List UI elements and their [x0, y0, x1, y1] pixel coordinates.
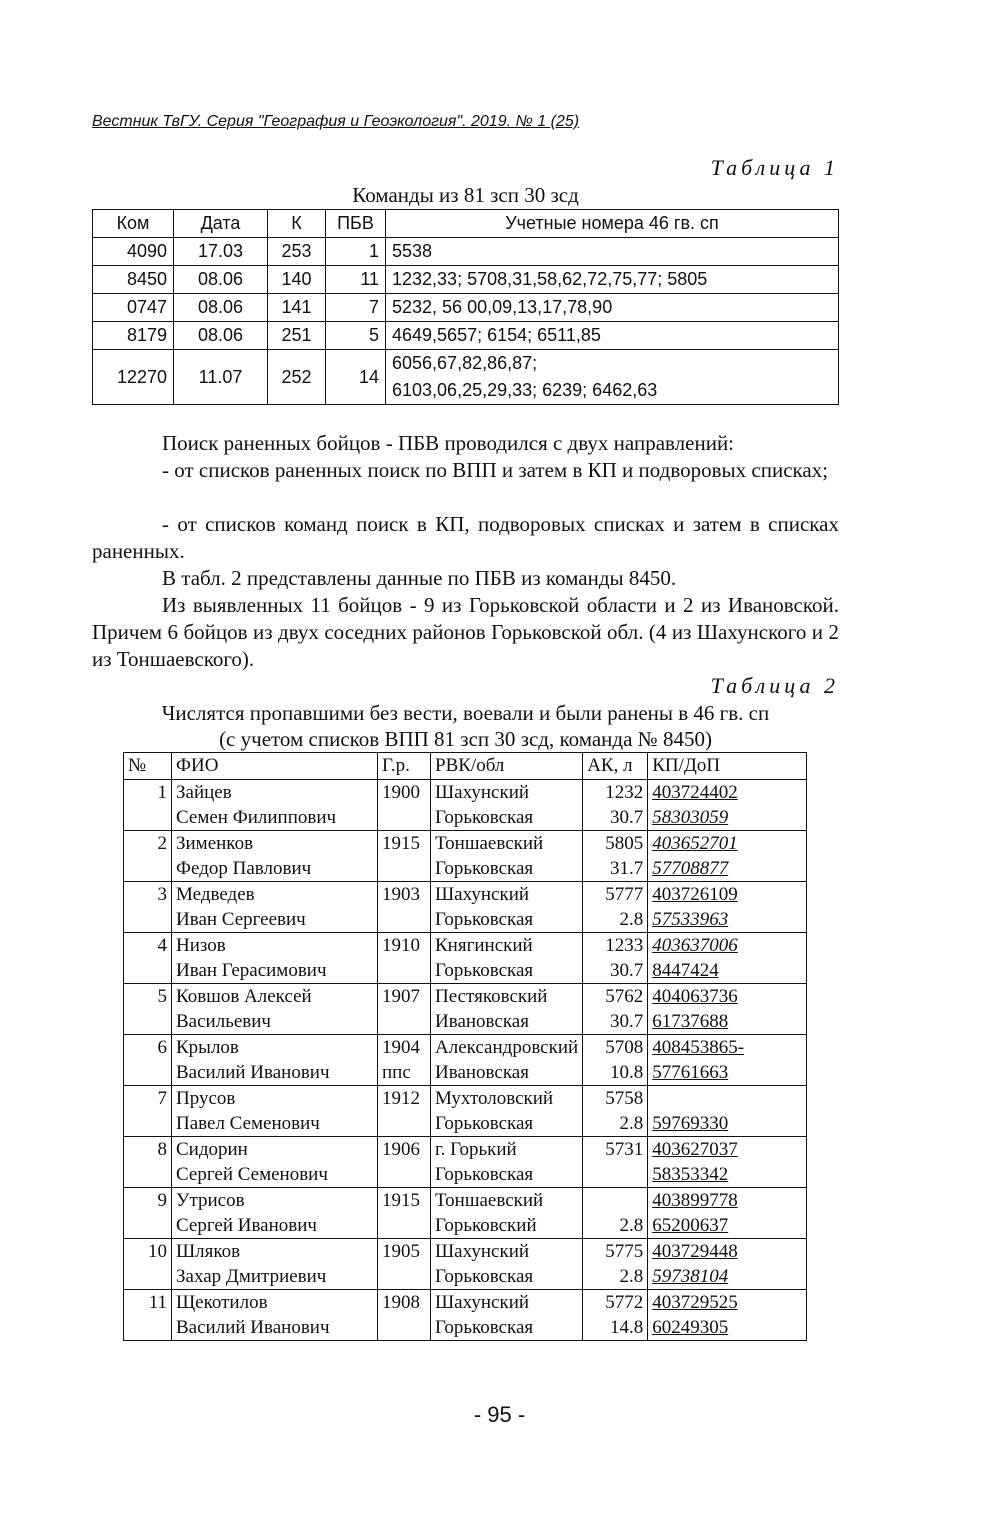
table2-row — [124, 1239, 807, 1290]
cell-birth-year-line: 1905 — [382, 1241, 420, 1262]
cell-ak — [583, 1290, 648, 1341]
numbers-line: 6056,67,82,86,87; — [392, 353, 538, 373]
cell-ak-line: 2.8 — [619, 1113, 644, 1134]
cell-ak-line: 5772 — [605, 1292, 644, 1313]
cell-ak — [583, 1137, 648, 1188]
table1-row — [93, 238, 839, 266]
cell-ak-line — [587, 1162, 643, 1187]
col-header-pbv: ПБВ — [326, 210, 386, 238]
cell-fio-line: Василий Иванович — [176, 1317, 330, 1338]
cell-ak-line: 14.8 — [609, 1317, 644, 1338]
cell-k: 252 — [268, 350, 326, 405]
cell-rvk — [431, 933, 583, 984]
cell-birth-year-line — [382, 1111, 426, 1136]
cell-kp-line — [652, 1086, 802, 1111]
cell-birth-year-line: 1908 — [382, 1292, 420, 1313]
cell-rvk-line: Шахунский — [435, 1292, 530, 1313]
cell-rvk-line: Княгинский — [435, 935, 533, 956]
cell-numbers — [386, 266, 839, 294]
cell-fio-line: Щекотилов — [176, 1292, 268, 1313]
cell-date: 08.06 — [174, 294, 268, 322]
cell-kp-line: 61737688 — [652, 1011, 729, 1032]
col-header-ak: АК, л — [583, 753, 648, 780]
cell-fio-line: Зайцев — [176, 782, 232, 803]
cell-ak — [583, 1188, 648, 1239]
cell-rvk — [431, 882, 583, 933]
paragraph-3: - от списков команд поиск в КП, подворовых списках и затем в списках раненных. — [92, 512, 839, 563]
cell-birth-year-line: 1904 — [382, 1037, 420, 1058]
cell-kp-line: 403637006 — [652, 935, 738, 956]
cell-fio — [172, 1290, 378, 1341]
cell-birth-year-line: 1915 — [382, 1190, 420, 1211]
cell-ak-line: 5758 — [605, 1088, 644, 1109]
col-header-rvk: РВК/обл — [431, 753, 583, 780]
cell-number-line: 8 — [157, 1139, 167, 1160]
cell-kp — [648, 1086, 807, 1137]
cell-kp-line: 403899778 — [652, 1190, 738, 1211]
cell-ak-line: 30.7 — [609, 960, 644, 981]
table2-row — [124, 1188, 807, 1239]
cell-rvk-line: г. Горький — [435, 1139, 517, 1160]
col-header-date: Дата — [174, 210, 268, 238]
cell-kp — [648, 1035, 807, 1086]
cell-kom: 4090 — [93, 238, 174, 266]
cell-number-line: 10 — [148, 1241, 167, 1262]
cell-number — [124, 882, 172, 933]
cell-fio-line: Прусов — [176, 1088, 236, 1109]
table2-row — [124, 984, 807, 1035]
cell-kp-line: 403627037 — [652, 1139, 738, 1160]
cell-number — [124, 1137, 172, 1188]
cell-kp — [648, 1239, 807, 1290]
cell-kp — [648, 831, 807, 882]
table2-row — [124, 1290, 807, 1341]
table1-row — [93, 350, 839, 405]
cell-fio — [172, 933, 378, 984]
cell-rvk-line: Горьковская — [435, 858, 534, 879]
cell-pbv: 1 — [326, 238, 386, 266]
cell-birth-year — [378, 1239, 431, 1290]
cell-kp-line: 57533963 — [652, 909, 729, 930]
cell-kp-line: 59738104 — [652, 1266, 729, 1287]
cell-kp-line: 403726109 — [652, 884, 738, 905]
cell-kp — [648, 1290, 807, 1341]
cell-number-line: 11 — [148, 1292, 167, 1313]
col-header-numbers: Учетные номера 46 гв. сп — [386, 210, 839, 238]
cell-birth-year-line: 1903 — [382, 884, 420, 905]
cell-number — [124, 831, 172, 882]
cell-ak-line: 5708 — [605, 1037, 644, 1058]
cell-kom: 8450 — [93, 266, 174, 294]
col-header-fio: ФИО — [172, 753, 378, 780]
cell-ak-line: 31.7 — [609, 858, 644, 879]
cell-rvk-line: Шахунский — [435, 782, 530, 803]
table1-header-row — [93, 210, 839, 238]
cell-rvk-line: Горьковская — [435, 1317, 534, 1338]
cell-fio — [172, 882, 378, 933]
cell-ak — [583, 780, 648, 831]
cell-numbers — [386, 294, 839, 322]
cell-ak — [583, 1086, 648, 1137]
cell-fio — [172, 1086, 378, 1137]
cell-numbers — [386, 322, 839, 350]
cell-rvk — [431, 780, 583, 831]
table2-row — [124, 780, 807, 831]
cell-number-line: 2 — [157, 833, 167, 854]
cell-pbv: 7 — [326, 294, 386, 322]
cell-rvk — [431, 1239, 583, 1290]
table1-row — [93, 322, 839, 350]
cell-number — [124, 1239, 172, 1290]
cell-birth-year-line: 1906 — [382, 1139, 420, 1160]
cell-number — [124, 1086, 172, 1137]
table2-row — [124, 882, 807, 933]
cell-fio — [172, 780, 378, 831]
cell-rvk-line: Горьковская — [435, 807, 534, 828]
cell-fio-line: Крылов — [176, 1037, 239, 1058]
cell-birth-year-line: 1912 — [382, 1088, 420, 1109]
cell-number-line: 7 — [157, 1088, 167, 1109]
cell-ak-line: 5731 — [605, 1139, 644, 1160]
cell-ak-line: 5805 — [605, 833, 644, 854]
cell-ak — [583, 882, 648, 933]
cell-number-line: 3 — [157, 884, 167, 905]
cell-ak-line: 5762 — [605, 986, 644, 1007]
cell-pbv: 11 — [326, 266, 386, 294]
cell-ak-line: 10.8 — [609, 1062, 644, 1083]
table2-header-row — [124, 753, 807, 780]
cell-ak-line: 5777 — [605, 884, 644, 905]
cell-kp — [648, 984, 807, 1035]
cell-rvk-line: Ивановская — [435, 1011, 529, 1032]
cell-rvk-line: Горьковская — [435, 1266, 534, 1287]
cell-kp-line: 59769330 — [652, 1113, 729, 1134]
cell-rvk-line: Мухтоловский — [435, 1088, 554, 1109]
journal-header: Вестник ТвГУ. Серия "География и Геоэкология". 2019. № 1 (25) — [92, 113, 580, 130]
cell-kom: 8179 — [93, 322, 174, 350]
cell-ak-line — [587, 1188, 643, 1213]
col-header-kp: КП/ДоП — [648, 753, 807, 780]
cell-fio — [172, 984, 378, 1035]
col-header-k: К — [268, 210, 326, 238]
numbers-line: 1232,33; 5708,31,58,62,72,75,77; 5805 — [392, 269, 708, 289]
cell-rvk-line: Тоншаевский — [435, 1190, 544, 1211]
cell-fio-line: Ковшов Алексей — [176, 986, 312, 1007]
col-header-kom: Ком — [93, 210, 174, 238]
cell-date: 08.06 — [174, 322, 268, 350]
cell-birth-year — [378, 1137, 431, 1188]
cell-kp-line: 8447424 — [652, 960, 719, 981]
cell-birth-year-line: 1900 — [382, 782, 420, 803]
cell-rvk — [431, 1290, 583, 1341]
cell-kp-line: 403729448 — [652, 1241, 738, 1262]
numbers-line: 6103,06,25,29,33; 6239; 6462,63 — [392, 380, 658, 400]
cell-birth-year — [378, 882, 431, 933]
cell-ak — [583, 984, 648, 1035]
cell-date: 11.07 — [174, 350, 268, 405]
cell-birth-year-line: 1910 — [382, 935, 420, 956]
table1-title: Команды из 81 зсп 30 зсд — [352, 183, 579, 207]
cell-number — [124, 780, 172, 831]
cell-k: 140 — [268, 266, 326, 294]
cell-birth-year — [378, 1290, 431, 1341]
table2-row — [124, 933, 807, 984]
cell-birth-year-line — [382, 805, 426, 830]
cell-birth-year — [378, 1086, 431, 1137]
table2-row — [124, 831, 807, 882]
cell-birth-year-line — [382, 1264, 426, 1289]
cell-k: 253 — [268, 238, 326, 266]
cell-rvk-line: Шахунский — [435, 884, 530, 905]
cell-kp-line: 403729525 — [652, 1292, 738, 1313]
col-header-number: № — [124, 753, 172, 780]
cell-number — [124, 1035, 172, 1086]
table1-body — [93, 238, 839, 405]
cell-rvk — [431, 1086, 583, 1137]
table2-row — [124, 1035, 807, 1086]
cell-rvk — [431, 1137, 583, 1188]
paragraph-2: - от списков раненных поиск по ВПП и затем в КП и подворовых списках; — [162, 458, 829, 482]
cell-kp-line: 403724402 — [652, 782, 738, 803]
cell-fio-line: Сидорин — [176, 1139, 248, 1160]
cell-rvk-line: Горьковский — [435, 1215, 537, 1236]
table1-row — [93, 266, 839, 294]
cell-ak-line: 1232 — [605, 782, 644, 803]
cell-fio-line: Зименков — [176, 833, 254, 854]
paragraph-1: Поиск раненных бойцов - ПБВ проводился с двух направлений: — [162, 431, 735, 455]
table1-row — [93, 294, 839, 322]
cell-birth-year-line — [382, 1162, 426, 1187]
cell-birth-year-line: 1907 — [382, 986, 420, 1007]
cell-number — [124, 1188, 172, 1239]
cell-birth-year — [378, 933, 431, 984]
cell-kp-line: 60249305 — [652, 1317, 729, 1338]
cell-number — [124, 1290, 172, 1341]
table2-body — [124, 780, 807, 1341]
cell-birth-year — [378, 1188, 431, 1239]
cell-fio-line: Иван Сергеевич — [176, 909, 306, 930]
numbers-line: 4649,5657; 6154; 6511,85 — [392, 325, 601, 345]
table1-caption: Таблица 1 — [710, 155, 839, 180]
cell-kp-line: 403652701 — [652, 833, 738, 854]
cell-fio-line: Сергей Семенович — [176, 1164, 328, 1185]
cell-birth-year-line — [382, 1009, 426, 1034]
cell-birth-year-line: ппс — [382, 1062, 411, 1083]
cell-number — [124, 984, 172, 1035]
cell-rvk-line: Пестяковский — [435, 986, 548, 1007]
cell-rvk — [431, 1035, 583, 1086]
table2-row — [124, 1086, 807, 1137]
cell-ak-line: 2.8 — [619, 1266, 644, 1287]
cell-birth-year-line: 1915 — [382, 833, 420, 854]
numbers-line: 5232, 56 00,09,13,17,78,90 — [392, 297, 613, 317]
cell-birth-year-line — [382, 1315, 426, 1340]
cell-kp-line: 58303059 — [652, 807, 729, 828]
cell-birth-year-line — [382, 958, 426, 983]
cell-number-line: 4 — [157, 935, 167, 956]
cell-fio — [172, 1188, 378, 1239]
cell-kp-line: 65200637 — [652, 1215, 729, 1236]
cell-kp-line: 58353342 — [652, 1164, 729, 1185]
cell-number-line: 5 — [157, 986, 167, 1007]
cell-birth-year-line — [382, 856, 426, 881]
cell-birth-year — [378, 1035, 431, 1086]
cell-k: 251 — [268, 322, 326, 350]
cell-number-line: 6 — [157, 1037, 167, 1058]
numbers-line: 5538 — [392, 241, 433, 261]
cell-birth-year — [378, 831, 431, 882]
cell-fio-line: Иван Герасимович — [176, 960, 327, 981]
cell-birth-year-line — [382, 1213, 426, 1238]
cell-rvk-line: Ивановская — [435, 1062, 529, 1083]
cell-number-line: 1 — [157, 782, 167, 803]
cell-numbers — [386, 238, 839, 266]
cell-fio-line: Сергей Иванович — [176, 1215, 317, 1236]
table2 — [123, 752, 807, 1341]
col-header-birth-year: Г.р. — [378, 753, 431, 780]
cell-rvk-line: Горьковская — [435, 1113, 534, 1134]
cell-fio — [172, 1137, 378, 1188]
cell-fio — [172, 1239, 378, 1290]
cell-rvk — [431, 1188, 583, 1239]
cell-rvk-line: Горьковская — [435, 1164, 534, 1185]
cell-date: 17.03 — [174, 238, 268, 266]
cell-kom: 0747 — [93, 294, 174, 322]
page-number: - 95 - — [473, 1402, 526, 1427]
paragraph-4: В табл. 2 представлены данные по ПБВ из команды 8450. — [162, 566, 677, 590]
cell-rvk-line: Шахунский — [435, 1241, 530, 1262]
cell-rvk — [431, 831, 583, 882]
cell-fio-line: Семен Филиппович — [176, 807, 337, 828]
cell-birth-year — [378, 984, 431, 1035]
cell-fio-line: Василий Иванович — [176, 1062, 330, 1083]
cell-fio-line: Шляков — [176, 1241, 241, 1262]
paragraph-5: Из выявленных 11 бойцов - 9 из Горьковской области и 2 из Ивановской. Причем 6 бойцов из двух соседних районов Горьковской обл. (4 из Шахунского и 2 из Тоншаевского). — [92, 593, 839, 671]
cell-pbv: 14 — [326, 350, 386, 405]
cell-date: 08.06 — [174, 266, 268, 294]
cell-kp — [648, 780, 807, 831]
cell-rvk-line: Горьковская — [435, 909, 534, 930]
cell-ak-line: 5775 — [605, 1241, 644, 1262]
cell-ak-line: 2.8 — [619, 909, 644, 930]
cell-fio-line: Утрисов — [176, 1190, 245, 1211]
cell-pbv: 5 — [326, 322, 386, 350]
cell-fio — [172, 1035, 378, 1086]
cell-fio-line: Федор Павлович — [176, 858, 312, 879]
cell-birth-year-line — [382, 907, 426, 932]
cell-ak-line: 30.7 — [609, 807, 644, 828]
cell-fio — [172, 831, 378, 882]
cell-ak — [583, 831, 648, 882]
cell-fio-line: Медведев — [176, 884, 255, 905]
cell-kp — [648, 1188, 807, 1239]
cell-ak — [583, 1239, 648, 1290]
cell-kp — [648, 933, 807, 984]
cell-number — [124, 933, 172, 984]
cell-fio-line: Васильевич — [176, 1011, 271, 1032]
cell-birth-year — [378, 780, 431, 831]
cell-kom: 12270 — [93, 350, 174, 405]
cell-rvk — [431, 984, 583, 1035]
cell-kp-line: 57708877 — [652, 858, 729, 879]
table1 — [92, 209, 839, 405]
table2-caption: Таблица 2 — [710, 673, 839, 698]
cell-number-line: 9 — [157, 1190, 167, 1211]
table2-title-line2: (с учетом списков ВПП 81 зсп 30 зсд, команда № 8450) — [219, 727, 712, 751]
cell-fio-line: Павел Семенович — [176, 1113, 320, 1134]
cell-kp-line: 57761663 — [652, 1062, 729, 1083]
cell-ak-line: 1233 — [605, 935, 644, 956]
cell-ak-line: 2.8 — [619, 1215, 644, 1236]
cell-numbers — [386, 350, 839, 405]
cell-kp — [648, 1137, 807, 1188]
table2-row — [124, 1137, 807, 1188]
cell-fio-line: Низов — [176, 935, 226, 956]
cell-ak — [583, 1035, 648, 1086]
cell-kp-line: 408453865- — [652, 1037, 745, 1058]
cell-rvk-line: Тоншаевский — [435, 833, 544, 854]
table2-title-line1: Числятся пропавшими без вести, воевали и были ранены в 46 гв. сп — [161, 701, 770, 725]
cell-fio-line: Захар Дмитриевич — [176, 1266, 327, 1287]
cell-rvk-line: Горьковская — [435, 960, 534, 981]
cell-rvk-line: Александровский — [435, 1037, 579, 1058]
cell-k: 141 — [268, 294, 326, 322]
cell-kp — [648, 882, 807, 933]
cell-kp-line: 404063736 — [652, 986, 738, 1007]
cell-ak-line: 30.7 — [609, 1011, 644, 1032]
cell-ak — [583, 933, 648, 984]
